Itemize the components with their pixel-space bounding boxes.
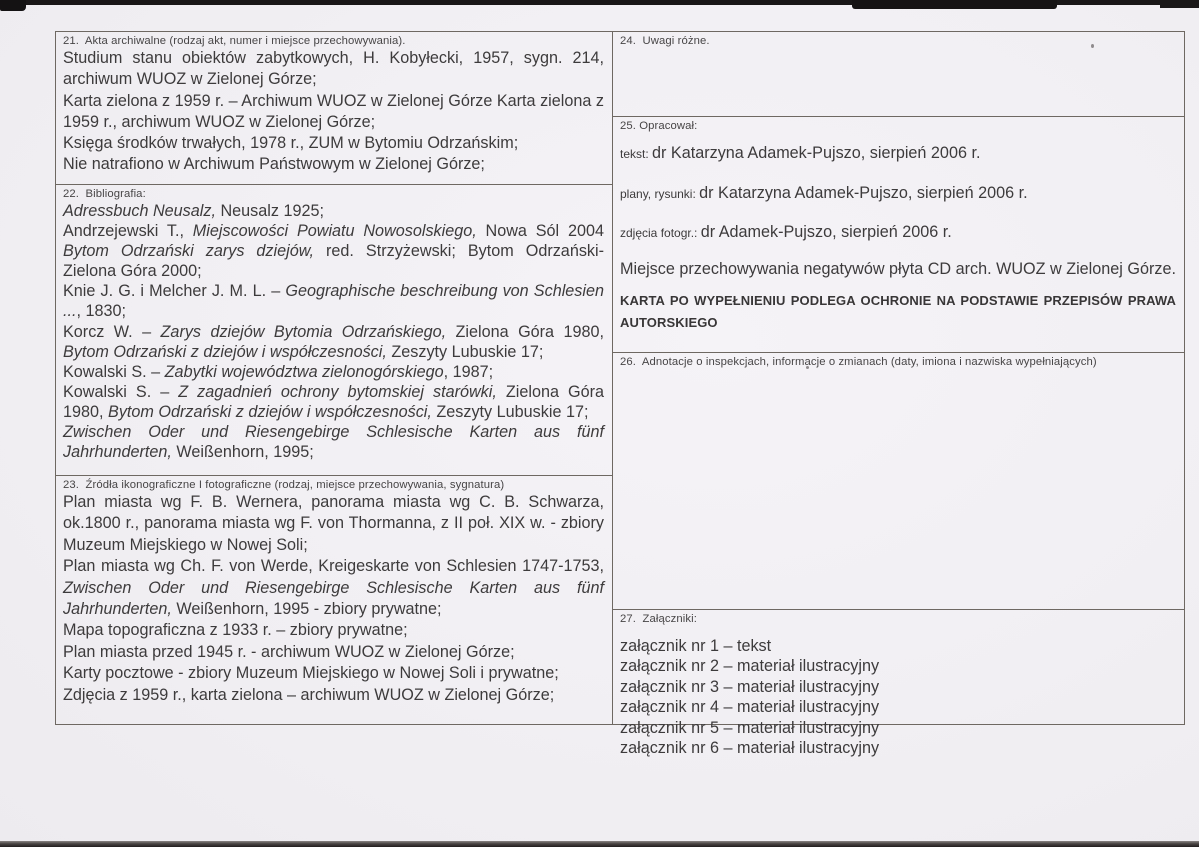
text-paragraph: Kowalski S. – Zabytki województwa zielonogórskiego, 1987;	[63, 362, 494, 381]
text-paragraph: Miejsce przechowywania negatywów płyta CD arch. WUOZ w Zielonej Górze.	[620, 259, 1176, 278]
field-24-label: 24. Uwagi różne.	[620, 35, 710, 47]
text-paragraph: Księga środków trwałych, 1978 r., ZUM w Bytomiu Odrzańskim;	[63, 134, 519, 153]
text-paragraph: załącznik nr 6 – materiał ilustracyjny	[620, 739, 880, 758]
scan-edge-blob	[852, 0, 1057, 9]
text-paragraph: KARTA PO WYPEŁNIENIU PODLEGA OCHRONIE NA PODSTAWIE PRZEPISÓW PRAWA AUTORSKIEGO	[620, 293, 1176, 330]
text-paragraph: plany, rysunki: dr Katarzyna Adamek-Pujszo, sierpień 2006 r.	[620, 183, 1028, 202]
field-26-label: 26. Adnotacje o inspekcjach, informacje o zmianach (daty, imiona i nazwiska wypełniających)	[620, 356, 1097, 368]
field-25-label: 25. Opracował:	[620, 120, 698, 132]
field-27-body	[620, 636, 1176, 758]
text-paragraph: Knie J. G. i Melcher J. M. L. – Geographische beschreibung von Schlesien ..., 1830;	[63, 282, 604, 321]
scan-edge-bottom	[0, 841, 1199, 847]
text-paragraph: załącznik nr 1 – tekst	[620, 637, 772, 655]
text-paragraph: Andrzejewski T., Miejscowości Powiatu Nowosolskiego, Nowa Sól 2004 Bytom Odrzański zarys dziejów, red. Strzyżewski; Bytom Odrzański-Zielona Góra 2000;	[63, 222, 604, 281]
field-23-body	[63, 492, 604, 706]
text-paragraph: Adressbuch Neusalz, Neusalz 1925;	[63, 202, 324, 220]
text-paragraph: Karta zielona z 1959 r. – Archiwum WUOZ w Zielonej Górze Karta zielona z 1959 r., archiwum WUOZ w Zielonej Górze;	[63, 91, 604, 131]
text-paragraph: Zdjęcia z 1959 r., karta zielona – archiwum WUOZ w Zielonej Górze;	[63, 685, 555, 704]
field-27-label: 27. Załączniki:	[620, 613, 697, 625]
field-21-label: 21. Akta archiwalne (rodzaj akt, numer i miejsce przechowywania).	[63, 35, 406, 47]
text-paragraph: Plan miasta przed 1945 r. - archiwum WUOZ w Zielonej Górze;	[63, 642, 515, 661]
field-24-uwagi-rozne	[613, 32, 1184, 117]
text-paragraph: Korcz W. – Zarys dziejów Bytomia Odrzańskiego, Zielona Góra 1980, Bytom Odrzański z dziejów i współczesności, Zeszyty Lubuskie 17;	[63, 322, 604, 361]
field-25-body	[620, 143, 1176, 333]
text-paragraph: Plan miasta wg F. B. Wernera, panorama miasta wg C. B. Schwarza, ok.1800 r., panorama miasta wg F. von Thormanna, z II poł. XIX w. - zbiory Muzeum Miejskiego w Nowej Soli;	[63, 493, 604, 554]
text-paragraph: Karty pocztowe - zbiory Muzeum Miejskiego w Nowej Soli i prywatne;	[63, 664, 559, 683]
field-22-body	[63, 201, 604, 462]
text-paragraph: załącznik nr 3 – materiał ilustracyjny	[620, 677, 880, 696]
field-26-adnotacje	[613, 353, 1184, 610]
field-22-bibliografia	[56, 185, 613, 476]
scan-edge-blob	[0, 0, 26, 11]
text-paragraph: załącznik nr 5 – materiał ilustracyjny	[620, 718, 880, 737]
field-21-akta-archiwalne	[56, 32, 613, 185]
text-paragraph: Nie natrafiono w Archiwum Państwowym w Zielonej Górze;	[63, 155, 485, 174]
field-21-body	[63, 48, 604, 176]
text-paragraph: Plan miasta wg Ch. F. von Werde, Kreigeskarte von Schlesien 1747-1753, Zwischen Oder und Riesengebirge Schlesische Karten aus fünf Jahrhunderten, Weißenhorn, 1995 - zbiory prywatne;	[63, 557, 604, 619]
record-card-table	[55, 31, 1185, 758]
field-25-opracowal	[613, 117, 1184, 353]
field-23-zrodla-ikonograficzne	[56, 476, 613, 724]
text-paragraph: Kowalski S. – Z zagadnień ochrony bytomskiej starówki, Zielona Góra 1980, Bytom Odrzański z dziejów i współczesności, Zeszyty Lubuskie 17;	[63, 382, 604, 421]
scan-edge-blob	[1160, 0, 1199, 8]
text-paragraph: zdjęcia fotogr.: dr Adamek-Pujszo, sierpień 2006 r.	[620, 223, 952, 241]
text-paragraph: załącznik nr 2 – materiał ilustracyjny	[620, 657, 880, 676]
field-27-zalaczniki	[613, 610, 1184, 758]
text-paragraph: załącznik nr 4 – materiał ilustracyjny	[620, 698, 880, 717]
text-paragraph: tekst: dr Katarzyna Adamek-Pujszo, sierpień 2006 r.	[620, 144, 981, 162]
field-23-label: 23. Źródła ikonograficzne I fotograficzne (rodzaj, miejsce przechowywania, sygnatura)	[63, 479, 505, 491]
field-22-label: 22. Bibliografia:	[63, 188, 146, 200]
text-paragraph: Zwischen Oder und Riesengebirge Schlesische Karten aus fünf Jahrhunderten, Weißenhorn, 1995;	[63, 423, 604, 462]
text-paragraph: Studium stanu obiektów zabytkowych, H. Kobyłecki, 1957, sygn. 214, archiwum WUOZ w Zielonej Górze;	[63, 49, 604, 89]
text-paragraph: Mapa topograficzna z 1933 r. – zbiory prywatne;	[63, 621, 408, 640]
